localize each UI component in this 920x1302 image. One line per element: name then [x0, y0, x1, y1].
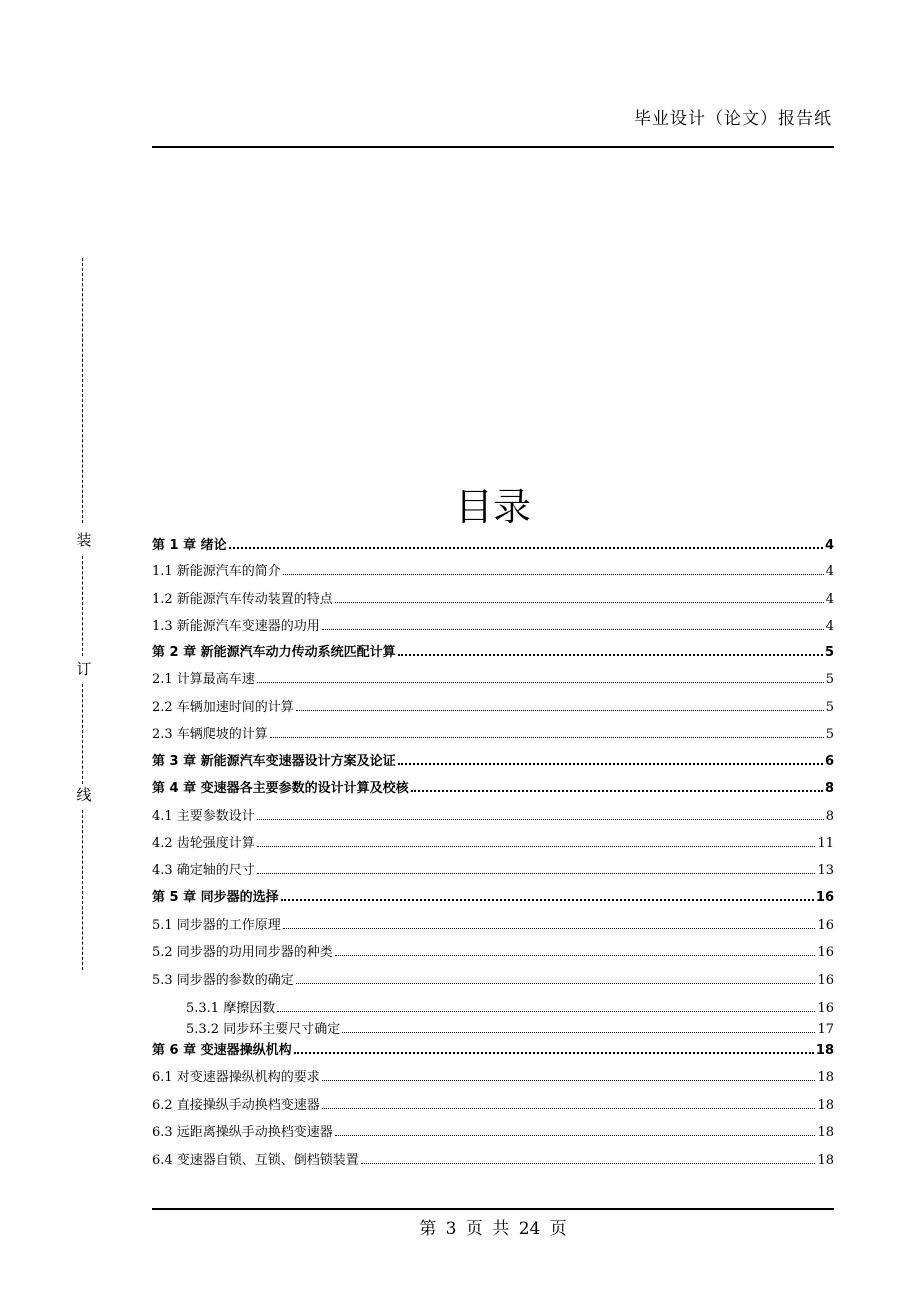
toc-entry-page: 4 [825, 564, 834, 579]
toc-entry-page: 18 [817, 1070, 834, 1085]
toc-entry-text: 6.2 直接操纵手动换档变速器 [152, 1098, 320, 1113]
toc-entry-text: 5.1 同步器的工作原理 [152, 918, 281, 933]
toc-leader-dots [281, 898, 814, 901]
toc-entry[interactable] [152, 805, 834, 824]
toc-entry-page: 11 [817, 836, 834, 851]
toc-entry-page: 13 [817, 863, 834, 878]
toc-leader-dots [335, 954, 816, 956]
toc-entry-text: 6.3 远距离操纵手动换档变速器 [152, 1125, 333, 1140]
toc-entry-text: 第 2 章 新能源汽车动力传动系统匹配计算 [152, 645, 396, 660]
binding-char-ding: 订 [76, 660, 92, 678]
toc-entry[interactable] [152, 1149, 834, 1168]
binding-char-zhuang: 装 [76, 531, 92, 549]
toc-entry-page: 5 [825, 672, 834, 687]
toc-leader-dots [257, 818, 824, 820]
toc-leader-dots [296, 709, 824, 711]
toc-entry[interactable] [152, 723, 834, 742]
toc-leader-dots [257, 845, 816, 847]
toc-entry-page: 4 [824, 538, 834, 553]
toc-entry[interactable] [152, 696, 834, 715]
toc-entry[interactable] [152, 1121, 834, 1140]
binding-char-xian: 线 [76, 786, 92, 804]
toc-entry[interactable] [152, 859, 834, 878]
toc-entry[interactable] [186, 997, 834, 1016]
toc-entry-text: 第 6 章 变速器操纵机构 [152, 1043, 292, 1058]
toc-title: 目录 [454, 485, 531, 529]
toc-entry-text: 1.1 新能源汽车的简介 [152, 564, 281, 579]
toc-entry-page: 18 [817, 1125, 834, 1140]
toc-entry[interactable] [152, 668, 834, 687]
toc-leader-dots [229, 546, 823, 549]
toc-entry-page: 18 [817, 1153, 834, 1168]
toc-leader-dots [270, 736, 824, 738]
binding-dash [82, 684, 83, 784]
footer-rule [152, 1208, 834, 1210]
toc-entry-page: 8 [824, 781, 834, 796]
toc-entry[interactable] [152, 1094, 834, 1113]
toc-entry-text: 2.1 计算最高车速 [152, 672, 255, 687]
header-rule [152, 146, 834, 148]
toc-leader-dots [294, 1051, 814, 1054]
toc-entry-text: 5.3.2 同步环主要尺寸确定 [186, 1022, 341, 1037]
toc-leader-dots [277, 1010, 815, 1012]
toc-entry-text: 第 3 章 新能源汽车变速器设计方案及论证 [152, 754, 396, 769]
toc-entry-text: 第 1 章 绪论 [152, 538, 227, 553]
toc-entry-text: 第 4 章 变速器各主要参数的设计计算及校核 [152, 781, 409, 796]
toc-entry-page: 6 [824, 754, 834, 769]
toc-entry-text: 5.3 同步器的参数的确定 [152, 973, 294, 988]
toc-entry-page: 8 [825, 809, 834, 824]
toc-leader-dots [257, 872, 816, 874]
toc-entry[interactable] [152, 777, 834, 796]
binding-dash [82, 810, 83, 970]
toc-leader-dots [257, 681, 824, 683]
toc-entry[interactable] [152, 914, 834, 933]
toc-entry[interactable] [152, 941, 834, 960]
toc-entry-text: 4.3 确定轴的尺寸 [152, 863, 255, 878]
toc-entry-page: 18 [817, 1098, 834, 1113]
toc-entry-text: 5.3.1 摩擦因数 [186, 1001, 276, 1016]
toc-entry-text: 6.1 对变速器操纵机构的要求 [152, 1070, 320, 1085]
toc-entry-text: 4.2 齿轮强度计算 [152, 836, 255, 851]
toc-entry-page: 5 [824, 645, 834, 660]
toc-leader-dots [322, 1079, 816, 1081]
binding-dash [82, 556, 83, 656]
toc-leader-dots [283, 927, 816, 929]
toc-entry-text: 5.2 同步器的功用同步器的种类 [152, 945, 333, 960]
footer-page-label: 第 3 页 共 24 页 [419, 1219, 567, 1239]
toc-entry[interactable] [186, 1018, 834, 1037]
toc-leader-dots [361, 1162, 816, 1164]
toc-entry-page: 16 [817, 918, 834, 933]
toc-leader-dots [342, 1031, 815, 1033]
toc-leader-dots [335, 1134, 816, 1136]
toc-entry-page: 17 [817, 1022, 834, 1037]
toc-entry-page: 18 [815, 1043, 834, 1058]
toc-entry-page: 4 [825, 619, 834, 634]
toc-leader-dots [322, 628, 824, 630]
toc-entry-text: 1.3 新能源汽车变速器的功用 [152, 619, 320, 634]
toc-entry[interactable] [152, 832, 834, 851]
toc-leader-dots [335, 601, 824, 603]
toc-entry-page: 4 [825, 592, 834, 607]
toc-leader-dots [283, 573, 824, 575]
toc-leader-dots [411, 789, 823, 792]
toc-entry[interactable] [152, 560, 834, 579]
toc-entry-text: 2.3 车辆爬坡的计算 [152, 727, 268, 742]
toc-entry-page: 16 [815, 890, 834, 905]
toc-entry-text: 6.4 变速器自锁、互锁、倒档锁装置 [152, 1153, 359, 1168]
toc-entry[interactable] [152, 750, 834, 769]
toc-entry[interactable] [152, 615, 834, 634]
toc-entry-text: 第 5 章 同步器的选择 [152, 890, 279, 905]
toc-entry-text: 1.2 新能源汽车传动装置的特点 [152, 592, 333, 607]
toc-entry[interactable] [152, 641, 834, 660]
toc-entry[interactable] [152, 1039, 834, 1058]
toc-entry-page: 5 [825, 700, 834, 715]
toc-leader-dots [322, 1107, 816, 1109]
toc-entry[interactable] [152, 1066, 834, 1085]
toc-entry[interactable] [152, 534, 834, 553]
toc-entry-page: 16 [817, 973, 834, 988]
toc-entry-text: 4.1 主要参数设计 [152, 809, 255, 824]
toc-leader-dots [296, 982, 816, 984]
toc-leader-dots [398, 653, 823, 656]
toc-entry-text: 2.2 车辆加速时间的计算 [152, 700, 294, 715]
header-title: 毕业设计（论文）报告纸 [634, 109, 832, 129]
toc-entry-page: 16 [817, 1001, 834, 1016]
toc-leader-dots [398, 762, 823, 765]
toc-entry[interactable] [152, 886, 834, 905]
toc-entry[interactable] [152, 588, 834, 607]
toc-entry[interactable] [152, 969, 834, 988]
toc-entry-page: 5 [825, 727, 834, 742]
toc-entry-page: 16 [817, 945, 834, 960]
